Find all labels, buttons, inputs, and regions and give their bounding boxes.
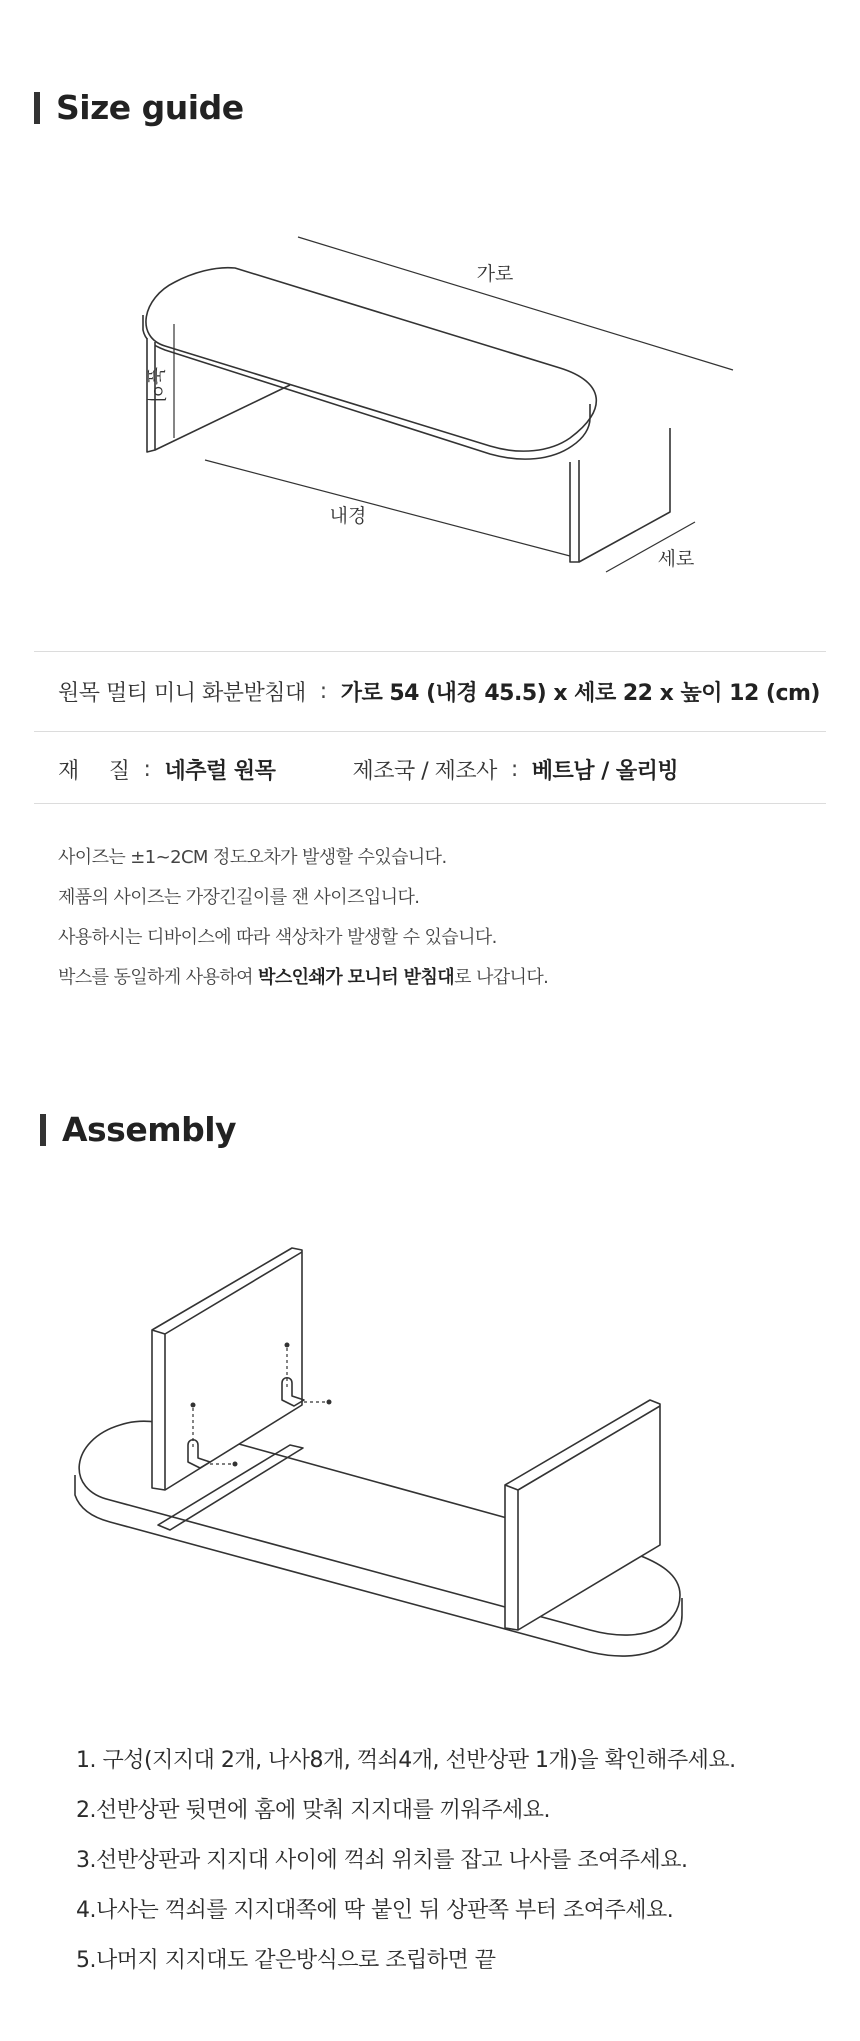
product-value: 가로 54 (내경 45.5) x 세로 22 x 높이 12 (cm) (340, 680, 820, 706)
top-board (146, 268, 596, 451)
screw-icon (327, 1400, 332, 1405)
left-leg-diag (155, 385, 290, 450)
size-guide-title-text: Size guide (56, 88, 244, 127)
material-label-2: 질 (108, 758, 130, 784)
assembly-step: 3.선반상판과 지지대 사이에 꺽쇠 위치를 잡고 나사를 조여주세요. (76, 1848, 688, 1873)
size-notes (58, 844, 548, 1004)
assembly-title (40, 1110, 236, 1149)
size-diagram (130, 220, 750, 600)
assembly-title-text: Assembly (62, 1110, 237, 1149)
label-depth: 세로 (657, 548, 695, 570)
origin-value: 베트남 / 올리빙 (531, 758, 679, 784)
assembly-step: 5.나머지 지지대도 같은방식으로 조립하면 끝 (76, 1948, 496, 1973)
note-text: 박스를 동일하게 사용하여 (58, 967, 259, 988)
material-label-1: 재 (58, 758, 79, 784)
note-text: 로 나갑니다. (454, 967, 549, 988)
screw-icon (191, 1403, 196, 1408)
screw-icon (233, 1462, 238, 1467)
divider (34, 731, 826, 732)
dim-inner (205, 460, 570, 556)
divider (34, 803, 826, 804)
product-label: 원목 멀티 미니 화분받침대 (58, 680, 306, 706)
spec-row-material (34, 748, 826, 790)
note-line: 제품의 사이즈는 가장긴길이를 잰 사이즈입니다. (58, 887, 420, 908)
note-line (58, 964, 548, 1004)
origin-label: 제조국 / 제조사 (352, 758, 497, 784)
assembly-diagram (60, 1200, 760, 1680)
screw-icon (285, 1343, 290, 1348)
assembly-step: 1. 구성(지지대 2개, 나사8개, 꺽쇠4개, 선반상판 1개)을 확인해주세요. (76, 1748, 736, 1773)
right-leg (570, 460, 579, 562)
title-bar (40, 1114, 46, 1146)
spec-row-product (34, 670, 826, 712)
note-line: 사이즈는 ±1~2CM 정도오차가 발생할 수있습니다. (58, 847, 447, 868)
title-bar (34, 92, 40, 124)
size-guide-title (34, 88, 244, 127)
note-line: 사용하시는 디바이스에 따라 색상차가 발생할 수 있습니다. (58, 927, 497, 948)
material-sep: : (143, 756, 151, 782)
label-width: 가로 (476, 263, 514, 285)
right-leg-side (579, 428, 670, 562)
material-value: 네추럴 원목 (164, 758, 276, 784)
assembly-steps (76, 1746, 736, 1996)
assembly-step: 4.나사는 꺽쇠를 지지대쪽에 딱 붙인 뒤 상판쪽 부터 조여주세요. (76, 1898, 674, 1923)
note-bold: 박스인쇄가 모니터 받침대 (258, 967, 455, 988)
divider (34, 651, 826, 652)
assembly-step: 2.선반상판 뒷면에 홈에 맞춰 지지대를 끼워주세요. (76, 1798, 550, 1823)
label-height: 높이 (145, 366, 167, 404)
origin-sep: : (510, 756, 518, 782)
label-inner: 내경 (329, 505, 367, 527)
product-sep: : (319, 678, 327, 704)
